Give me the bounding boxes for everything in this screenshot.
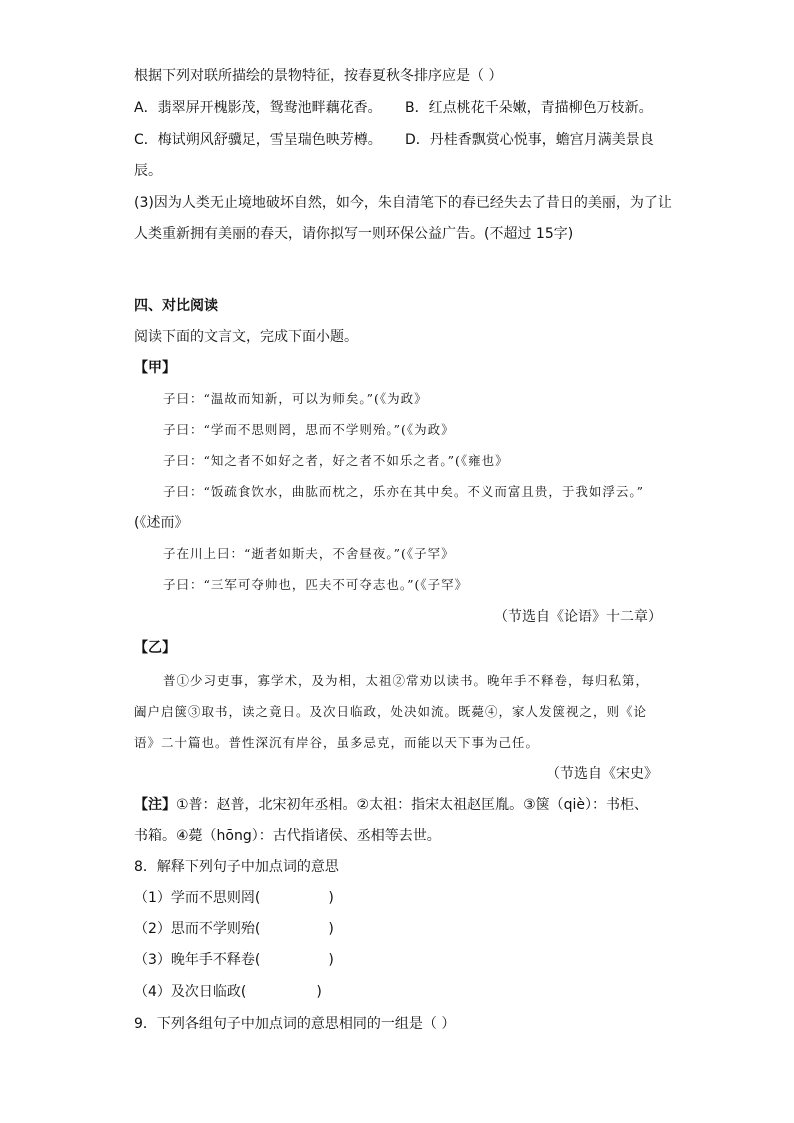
question-8-item-text: （2）思而不学则殆( — [134, 921, 261, 937]
passage-yi-line: 语》二十篇也。普性深沉有岸谷，虽多忌克，而能以天下事为己任。 — [134, 735, 540, 750]
question-8-item — [134, 889, 334, 907]
note-text: ①普：赵普，北宋初年丞相。②太祖：指宋太祖赵匡胤。③箧（qiè）：书柜、 — [176, 797, 649, 813]
passage-yi-line: 阖户启箧③取书，读之竟日。及次日临政，处决如流。既薨④，家人发箧视之，则《论 — [134, 704, 648, 719]
note-line-1 — [134, 796, 648, 814]
question-8-item — [134, 951, 334, 969]
option-b: B．红点桃花千朵嫩，青描柳色万枝新。 — [405, 100, 653, 116]
passage-jia-line: 子曰：“温故而知新，可以为师矣。”(《为政》 — [163, 391, 428, 406]
note-label: 【注】 — [134, 797, 176, 813]
passage-yi-source: （节选自《宋史》 — [546, 766, 658, 782]
question-3-line-2: 人类重新拥有美丽的春天，请你拟写一则环保公益广告。(不超过 15字) — [134, 226, 574, 242]
question-8-item-text: （4）及次日临政( — [134, 984, 247, 1000]
question-8-item-text: （1）学而不思则罔( — [134, 890, 261, 906]
option-d-continued: 辰。 — [134, 163, 162, 179]
passage-jia-line: 子曰：“饭疏食饮水，曲肱而枕之，乐亦在其中矣。不义而富且贵，于我如浮云。” — [163, 484, 645, 499]
passage-jia-line: 子在川上曰：“逝者如斯夫，不舍昼夜。”(《子罕》 — [163, 546, 455, 561]
passage-yi-label: 【乙】 — [134, 640, 176, 656]
option-a: A．翡翠屏开槐影茂，鸳鸯池畔藕花香。 — [134, 100, 382, 116]
question-8-item-text: （3）晚年手不释卷( — [134, 952, 261, 968]
passage-jia-line: 子曰：“知之者不如好之者，好之者不如乐之者。”(《雍也》 — [163, 453, 509, 468]
option-d: D．丹桂香飘赏心悦事，蟾宫月满美景良 — [405, 132, 654, 148]
question-8-item — [134, 983, 322, 1001]
question-stem: 根据下列对联所描绘的景物特征，按春夏秋冬排序应是（ ） — [134, 68, 503, 84]
question-8-item — [134, 920, 334, 938]
question-8-item-close: ) — [328, 952, 334, 968]
section-instruction: 阅读下面的文言文，完成下面小题。 — [134, 329, 358, 345]
passage-jia-line: 子曰：“三军可夺帅也，匹夫不可夺志也。”(《子罕》 — [163, 577, 469, 592]
passage-jia-source: （节选自《论语》十二章） — [494, 609, 662, 625]
question-8-item-close: ) — [328, 921, 334, 937]
question-3-line-1: (3)因为人类无止境地破坏自然，如今，朱自清笔下的春已经失去了昔日的美丽，为了让 — [134, 195, 672, 211]
question-8-item-close: ) — [316, 984, 322, 1000]
option-c: C．梅试朔风舒骥足，雪呈瑞色映芳樽。 — [134, 132, 382, 148]
question-8-item-close: ) — [328, 890, 334, 906]
section-title: 四、对比阅读 — [134, 298, 218, 314]
passage-jia-label: 【甲】 — [134, 360, 176, 376]
question-8-stem: 8．解释下列句子中加点词的意思 — [134, 859, 339, 875]
passage-jia-line: (《述而》 — [134, 515, 189, 531]
passage-yi-line: 普①少习吏事，寡学术，及为相，太祖②常劝以读书。晚年手不释卷，每归私第， — [163, 673, 650, 688]
note-line-2: 书箱。④薨（hōng）：古代指诸侯、丞相等去世。 — [134, 828, 441, 844]
question-9-stem: 9．下列各组句子中加点词的意思相同的一组是（ ） — [134, 1016, 456, 1032]
passage-jia-line: 子曰：“学而不思则罔，思而不学则殆。”(《为政》 — [163, 422, 455, 437]
